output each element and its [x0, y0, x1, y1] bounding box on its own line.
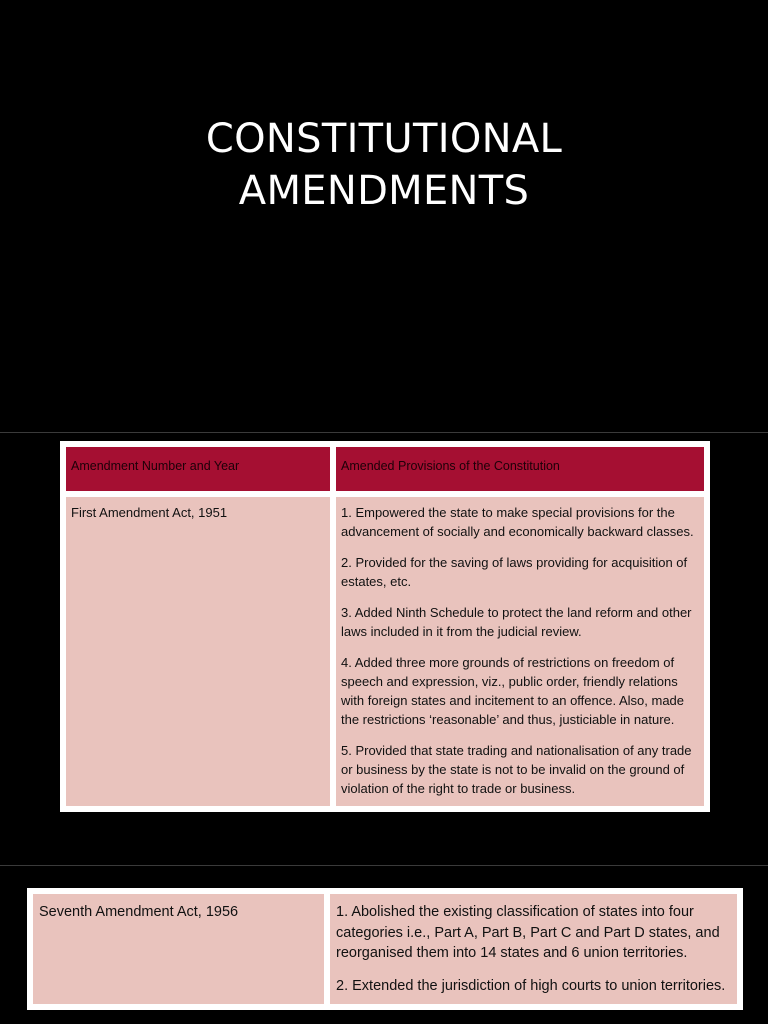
title-line-1: CONSTITUTIONAL: [205, 116, 563, 162]
provisions-cell: [330, 894, 737, 1004]
provision-item: 3. Added Ninth Schedule to protect the land reform and other laws included in it from the judicial review.: [341, 605, 692, 639]
table-row: [66, 497, 704, 806]
amendment-name-cell: First Amendment Act, 1951: [66, 497, 330, 806]
amendment-table-slide-1: [0, 433, 768, 865]
column-header-provisions: Amended Provisions of the Constitution: [336, 447, 704, 491]
page-title: [0, 113, 768, 217]
provision-item: 2. Extended the jurisdiction of high courts to union territories.: [336, 977, 726, 994]
amendment-table: [27, 888, 743, 1010]
amendment-table: [60, 441, 710, 812]
table-row: [33, 894, 737, 1004]
title-slide: [0, 0, 768, 432]
provisions-cell: [336, 497, 704, 806]
column-header-amendment: Amendment Number and Year: [66, 447, 330, 491]
table-header-row: [66, 447, 704, 491]
title-line-2: AMENDMENTS: [238, 168, 530, 214]
provision-item: 5. Provided that state trading and nationalisation of any trade or business by the state is not to be invalid on the ground of violation of the right to trade or business.: [341, 743, 692, 796]
amendment-table-slide-2: [0, 866, 768, 1024]
amendment-name-cell: Seventh Amendment Act, 1956: [33, 894, 324, 1004]
provision-item: 2. Provided for the saving of laws providing for acquisition of estates, etc.: [341, 555, 688, 589]
provision-item: 1. Empowered the state to make special provisions for the advancement of socially and economically backward classes.: [341, 505, 694, 539]
provision-item: 1. Abolished the existing classification of states into four categories i.e., Part A, Part B, Part C and Part D states, and reorganised them into 14 states and 6 union territories.: [336, 904, 720, 961]
provision-item: 4. Added three more grounds of restrictions on freedom of speech and expression, viz., public order, friendly relations with foreign states and incitement to an offence. Also, made the restrictions ‘reasonable’ and thus, justiciable in nature.: [341, 655, 685, 727]
